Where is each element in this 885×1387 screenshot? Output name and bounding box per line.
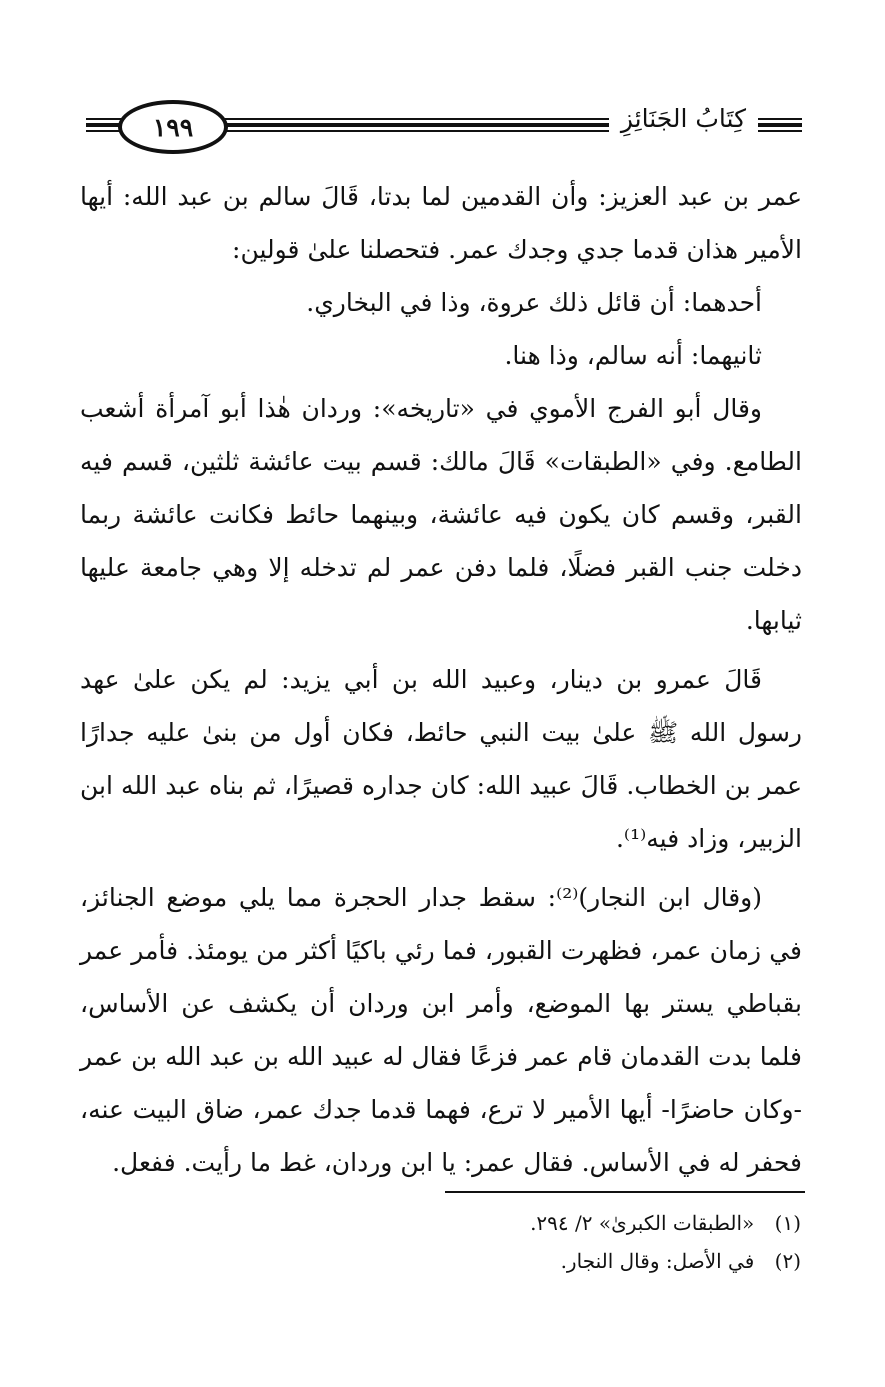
footnote (101, 1204, 801, 1242)
paragraph: (وقال ابن النجار)⁽²⁾: سقط جدار الحجرة مما يلي موضع الجنائز، في زمان عمر، فظهرت القبور، فما رئي باكيًا أكثر من يومئذ. فأمر عمر بقباطي يستر بها الموضع، وأمر ابن وردان أن يكشف عن الأساس، فلما بدت القدمان قام عمر فزعًا فقال له عبيد الله بن عبد الله بن عمر -وكان حاضرًا- أيها الأمير لا ترع، فهما قدما جدك عمر، ضاق البيت عنه، فحفر له في الأساس. فقال عمر: يا ابن وردان، غط ما رأيت. ففعل. (80, 883, 802, 1177)
page-header (86, 96, 802, 156)
footnote-separator (445, 1191, 805, 1193)
main-text (80, 170, 802, 1189)
footnote-mark: (١) (774, 1211, 801, 1235)
paragraph: قَالَ عمرو بن دينار، وعبيد الله بن أبي يزيد: لم يكن علىٰ عهد رسول الله ﷺ علىٰ بيت النبي حائط، فكان أول من بنىٰ عليه جدارًا عمر بن الخطاب. قَالَ عبيد الله: كان جداره قصيرًا، ثم بناه عبد الله ابن الزبير، وزاد فيه⁽¹⁾. (80, 665, 802, 853)
page-number (118, 100, 228, 154)
footnotes (101, 1204, 801, 1280)
paragraph: عمر بن عبد العزيز: وأن القدمين لما بدتا، قَالَ سالم بن عبد الله: أيها الأمير هذان قدما جدي وجدك عمر. فتحصلنا علىٰ قولين: (80, 182, 802, 264)
paragraph: وقال أبو الفرج الأموي في «تاريخه»: وردان هٰذا أبو آمرأة أشعب الطامع. وفي «الطبقات» قَالَ مالك: قسم بيت عائشة ثلثين، قسم فيه القبر، وقسم كان يكون فيه عائشة، وبينهما حائط فكانت عائشة ربما دخلت جنب القبر فضلًا، فلما دفن عمر لم تدخله إلا وهي جامعة عليها ثيابها. (80, 394, 802, 635)
footnote-text: «الطبقات الكبرىٰ» ٢/ ٢٩٤. (530, 1211, 755, 1235)
page-number-text: ١٩٩ (152, 112, 194, 142)
footnote (101, 1242, 801, 1280)
footnote-mark: (٢) (774, 1249, 801, 1273)
paragraph: أحدهما: أن قائل ذلك عروة، وذا في البخاري. (306, 288, 762, 317)
footnote-text: في الأصل: وقال النجار. (560, 1249, 755, 1273)
paragraph: ثانيهما: أنه سالم، وذا هنا. (504, 341, 762, 370)
chapter-title: كِتَابُ الجَنَائِزِ (609, 104, 758, 133)
